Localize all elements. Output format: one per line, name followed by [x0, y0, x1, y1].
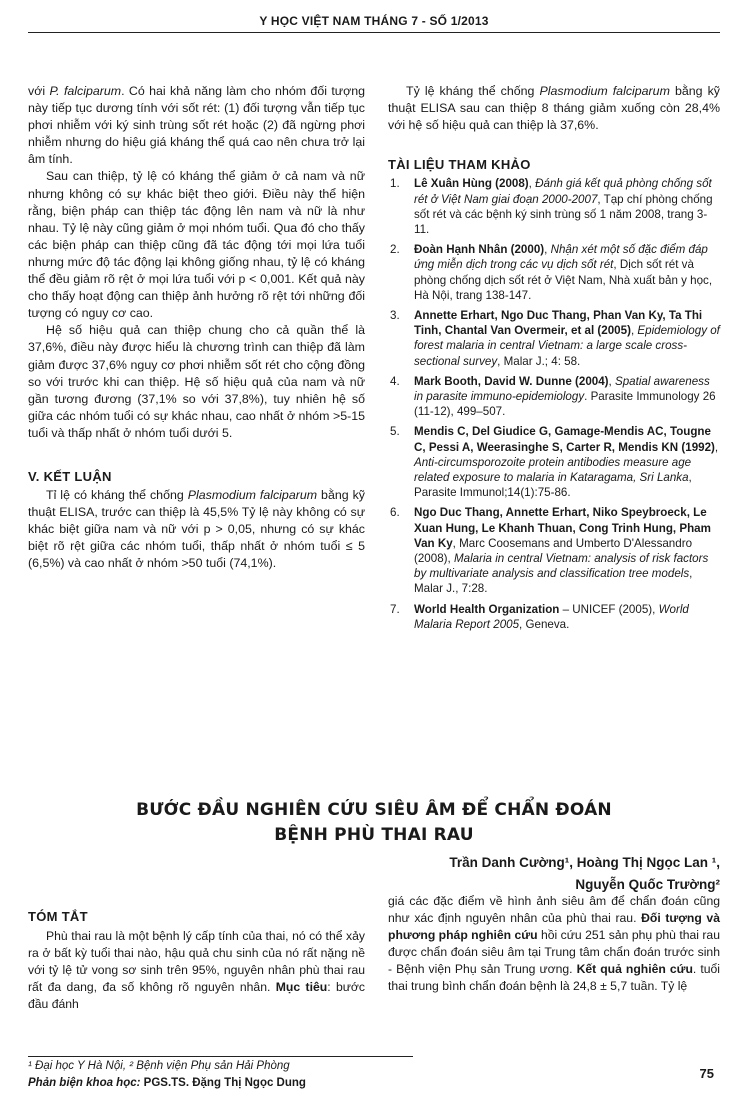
reference-item: 2. Đoàn Hạnh Nhân (2000), Nhận xét một số đặc điểm đáp ứng miễn dịch trong các vụ dịch sốt rét, Dịch sốt rét và phòng chống dịch sốt rét ở Việt Nam, Nhà xuất bản y học, Hà Nội, trang 138-147.: [390, 243, 713, 302]
page-number: 75: [699, 1066, 714, 1081]
reference-item: 3. Annette Erhart, Ngo Duc Thang, Phan Van Ky, Ta Thi Tinh, Chantal Van Overmeir, et al (2005), Epidemiology of forest malaria in central Vietnam: a large scale cross-sectional survey, Malar J.; 4: 58.: [390, 309, 720, 368]
footnote-rule: [28, 1056, 413, 1057]
reference-item: 4. Mark Booth, David W. Dunne (2004), Spatial awareness in parasite immuno-epidemiology. Parasite Immunology 26 (11-12), 499–507.: [390, 374, 716, 419]
title-line: BƯỚC ĐẦU NGHIÊN CỨU SIÊU ÂM ĐỂ CHẨN ĐOÁN: [136, 800, 612, 820]
reference-item: 1. Lê Xuân Hùng (2008), Đánh giá kết quả phòng chống sốt rét ở Việt Nam giai đoạn 2000-2007, Tạp chí phòng chống sốt rét và các bệnh ký sinh trùng số 1 năm 2008, trang 3-11.: [390, 177, 713, 236]
reference-item: 7. World Health Organization – UNICEF (2005), World Malaria Report 2005, Geneva.: [390, 602, 689, 631]
right-column: [388, 83, 720, 637]
footnotes: [28, 1058, 408, 1092]
left-column: [28, 83, 365, 573]
references-list: [388, 176, 720, 632]
abstract-right: [388, 893, 720, 995]
paragraph: Phù thai rau là một bệnh lý cấp tính của thai, nó có thể xảy ra ở bất kỳ tuổi thai nào, hậu quả chu sinh của nó rất nặng nề với tỷ lệ tử vong sơ sinh trên 95%, nguyên nhân phù thai rau rất đa dang, đa số không rõ nguyên nhân. Mục tiêu: bước đầu đánh: [28, 929, 365, 1011]
journal-header: Y HỌC VIỆT NAM THÁNG 7 - SỐ 1/2013: [259, 14, 489, 28]
paragraph: Hệ số hiệu quả can thiệp chung cho cả quần thể là 37,6%, điều này được hiểu là chương trình can thiệp đã làm giảm được 37,6% nguy cơ phơi nhiễm sốt rét cho cộng đồng so với trước khi can thiệp. Hệ số hiệu quả của nam và nữ gần tương đương (37,1% so với 37,8%), tuy nhiên hệ số giữa các nhóm tuổi có sự khác nhau, cao nhất ở nhóm >5-15 tuổi và thấp nhất ở nhóm tuổi dưới 5.: [28, 323, 365, 440]
title-line: BỆNH PHÙ THAI RAU: [274, 825, 474, 845]
authors-line: Trần Danh Cường¹, Hoàng Thị Ngọc Lan ¹,: [449, 855, 720, 870]
authors-line: Nguyễn Quốc Trường²: [575, 877, 720, 892]
footnote-reviewer: Phản biện khoa học: PGS.TS. Đặng Thị Ngọc Dung: [28, 1077, 306, 1089]
abstract-heading: TÓM TẮT: [28, 909, 88, 924]
references-heading: TÀI LIỆU THAM KHẢO: [388, 157, 531, 173]
paragraph: giá các đặc điểm về hình ảnh siêu âm để chẩn đoán cũng như xác định nguyên nhân của phù thai rau. Đối tượng và phương pháp nghiên cứu hồi cứu 251 sản phụ phù thai rau được chẩn đoán siêu âm tại Trung tâm chẩn đoán trước sinh - Bệnh viện Phụ sản Trung ương. Kết quả nghiên cứu. tuổi thai trung bình chẩn đoán bệnh là 24,8 ± 5,7 tuần. Tỷ lệ: [388, 894, 720, 993]
article-title: [60, 798, 688, 848]
abstract-left: [28, 908, 365, 1013]
reference-item: 6. Ngo Duc Thang, Annette Erhart, Niko Speybroeck, Le Xuan Hung, Le Khanh Thuan, Cong Trinh Hung, Pham Van Ky, Marc Coosemans and Umberto D'Alessandro (2008), Malaria in central Vietnam: analysis of risk factors by multivariate analysis and classification tree models, Malar J., 7:28.: [390, 506, 711, 596]
reference-item: 5. Mendis C, Del Giudice G, Gamage-Mendis AC, Tougne C, Pessi A, Weerasinghe S, Carter R, Mendis KN (1992), Anti-circumsporozoite protein antibodies measure age related exposure to malaria in Kataragama, Sri Lanka, Parasite Immunol;14(1):75-86.: [390, 425, 719, 500]
paragraph: với P. falciparum. Có hai khả năng làm cho nhóm đối tượng này tiếp tục dương tính với sốt rét: (1) đối tượng vẫn tiếp tục phơi nhiễm với ký sinh trùng sốt rét hoặc (2) đã ngừng phơi nhiễm nhưng do hiệu giá kháng thể quá cao nên chưa trở lại âm tính.: [28, 84, 365, 167]
paragraph: Tỷ lệ kháng thể chống Plasmodium falciparum bằng kỹ thuật ELISA sau can thiệp 8 tháng giảm xuống còn 28,4% với hệ số hiệu quả can thiệp là 37,6%.: [388, 84, 720, 133]
paragraph: Tỉ lệ có kháng thể chống Plasmodium falciparum bằng kỹ thuật ELISA, trước can thiệp là 45,5% Tỷ lệ này không có sự khác biệt giữa nam và nữ với p > 0,05, nhưng có sự khác biệt rõ rệt giữa các nhóm tuổi, thấp nhất ở nhóm tuổi ≤ 5 (6,5%) và cao nhất ở nhóm >50 tuổi (74,1%).: [28, 488, 365, 571]
section-heading: V. KẾT LUẬN: [28, 468, 112, 484]
authors: [449, 852, 720, 896]
footnote-affiliations: ¹ Đại học Y Hà Nội, ² Bệnh viện Phụ sản Hải Phòng: [28, 1060, 290, 1072]
paragraph: Sau can thiệp, tỷ lệ có kháng thể giảm ở cả nam và nữ nhưng không có sự khác biệt theo giới. Điều này thể hiện rằng, biện pháp can thiệp tác động lên nam và nữ là như nhau. Tỷ lệ này cũng giảm ở mọi nhóm tuổi. Qua đó cho thấy các biện pháp can thiệp cũng đã tác động tới mọi lứa tuổi nhưng mức độ tác động lại không giống nhau, tỷ lệ có kháng thể đều giảm rõ rệt ở mọi lứa tuổi với p < 0,001. Kết quả này cho thấy hoạt động can thiệp ảnh hưởng rõ rệt tới những đối tượng có nguy cơ cao.: [28, 169, 365, 321]
header-rule: [28, 32, 720, 33]
